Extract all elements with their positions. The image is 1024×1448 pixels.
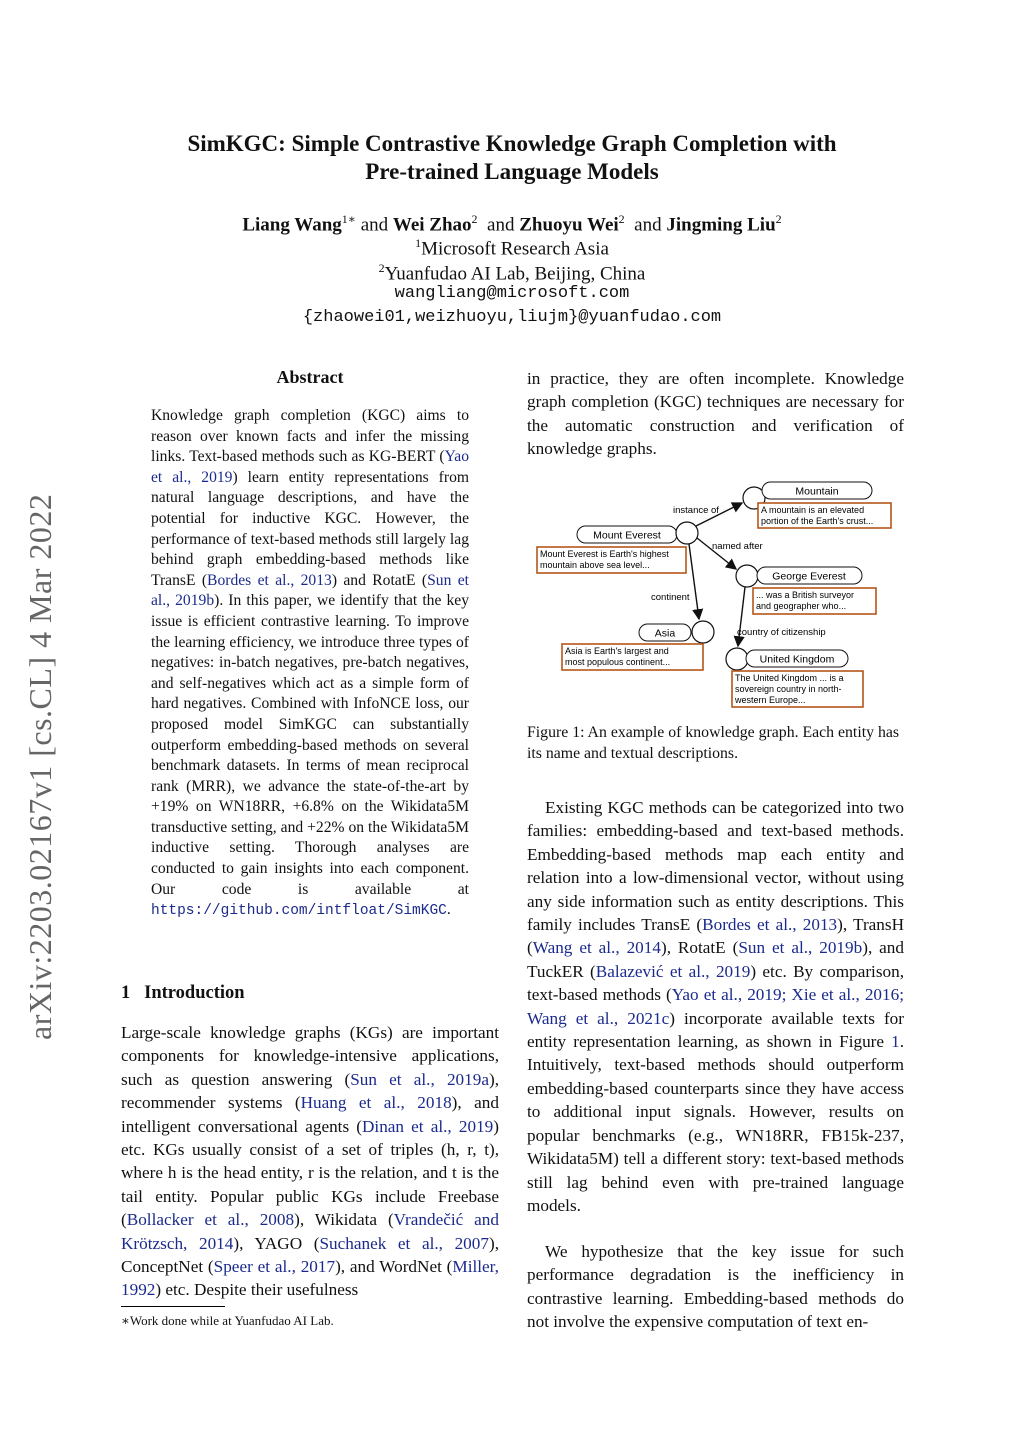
author-4: Jingming Liu bbox=[666, 214, 776, 236]
footnote-rule bbox=[121, 1306, 225, 1307]
citation-huang-2018[interactable]: Huang et al., 2018 bbox=[300, 1093, 452, 1113]
citation-miller-1992[interactable]: Miller, 1992 bbox=[121, 1257, 499, 1300]
email-2: {zhaowei01,weizhuoyu,liujm}@yuanfudao.com bbox=[302, 308, 722, 327]
intro-text-2: ), recommender systems ( bbox=[121, 1069, 499, 1113]
right-text-5: ) etc. By comparison, text-based methods ( bbox=[527, 961, 904, 1005]
abstract-body bbox=[151, 406, 469, 922]
code-url-link[interactable]: https://github.com/intfloat/SimKGC bbox=[151, 903, 447, 920]
and-3: and bbox=[634, 214, 662, 236]
george-node-circle bbox=[736, 565, 758, 587]
abstract-text-4: ). In this paper, we identify that the key issue is efficient contrastive learning. To improve the learning efficiency, we introduce three types of negatives: in-batch negatives, pre-batch negatives, and self-negatives which act as a simple form of hard negatives. Combined with InfoNCE loss, our proposed model SimKGC can substantially outperform embedding-based methods on several benchmark datasets. In terms of mean reciprocal rank (MRR), we advance the state-of-the-art by +19% on WN18RR, +6.8% on the Wikidata5M transductive setting, and +22% on the Wikidata5M inductive setting. Thorough analyses are conducted to gain insights into each component. Our code is available at bbox=[151, 592, 469, 898]
author-1: Liang Wang bbox=[242, 214, 342, 236]
george-label: George Everest bbox=[772, 570, 846, 583]
knowledge-graph-figure bbox=[527, 476, 907, 710]
arxiv-side-label: arXiv:2203.02167v1 [cs.CL] 4 Mar 2022 bbox=[22, 493, 58, 1040]
rel-citizenship: country of citizenship bbox=[737, 627, 826, 638]
affiliation-1-sup: 1 bbox=[415, 236, 422, 250]
abstract-text-1: Knowledge graph completion (KGC) aims to reason over known facts and infer the missing links. Text-based methods such as KG-BERT ( bbox=[151, 407, 469, 466]
affiliation-1-text: Microsoft Research Asia bbox=[421, 238, 609, 260]
citation-sun-2019b[interactable]: Sun et al., 2019b bbox=[151, 571, 470, 610]
affiliation-2-text: Yuanfudao AI Lab, Beijing, China bbox=[384, 263, 646, 285]
rel-instance-of: instance of bbox=[673, 505, 719, 516]
right-text-1: Existing KGC methods can be categorized into two families: embedding-based and text-based methods. Embedding-based methods map each entity and relation into a low-dimensional vector, without using any side information such as entity descriptions. This family includes TransE ( bbox=[527, 798, 904, 935]
author-3: Zhuoyu Wei bbox=[519, 214, 619, 236]
right-text-2: ), TransH ( bbox=[527, 915, 904, 958]
right-top-paragraph: in practice, they are often incomplete. Knowledge graph completion (KGC) techniques are necessary for the automatic construction and verification of knowledge graphs. bbox=[527, 369, 904, 459]
citation-bollacker-2008[interactable]: Bollacker et al., 2008 bbox=[126, 1210, 295, 1230]
right-text-4: ), and TuckER ( bbox=[527, 938, 904, 981]
section-number: 1 bbox=[121, 983, 131, 1003]
title-line-2: Pre-trained Language Models bbox=[365, 159, 659, 184]
abstract-text-2: ) learn entity representations from natural language descriptions, and have the potential for inductive KGC. However, the performance of text-based methods still largely lag behind graph embedding-based methods like TransE ( bbox=[151, 468, 469, 589]
rel-named-after: named after bbox=[712, 541, 763, 552]
asia-node-circle bbox=[692, 621, 714, 643]
uk-label: United Kingdom bbox=[759, 653, 835, 666]
citation-sun-2019b-b[interactable]: Sun et al., 2019b bbox=[738, 938, 863, 958]
george-desc-1: ... was a British surveyor bbox=[756, 590, 855, 600]
uk-node-circle bbox=[726, 648, 748, 670]
intro-text-1: Large-scale knowledge graphs (KGs) are important components for knowledge-intensive applications, such as question answering ( bbox=[121, 1023, 499, 1089]
and-2: and bbox=[487, 214, 515, 236]
right-paragraph-1 bbox=[527, 796, 904, 1217]
author-2-sup: 2 bbox=[471, 212, 478, 226]
george-desc-2: and geographer who... bbox=[756, 601, 847, 611]
figure-1-ref[interactable]: 1 bbox=[891, 1032, 900, 1052]
mountain-label: Mountain bbox=[795, 485, 839, 498]
everest-label: Mount Everest bbox=[593, 529, 661, 542]
affiliation-2-sup: 2 bbox=[378, 261, 385, 275]
uk-desc-2: sovereign country in north- bbox=[735, 684, 842, 694]
uk-desc-3: western Europe... bbox=[735, 695, 806, 705]
asia-desc-2: most populous continent... bbox=[565, 657, 671, 667]
footnote: ∗Work done while at Yuanfudao AI Lab. bbox=[121, 1313, 334, 1328]
email-1: wangliang@microsoft.com bbox=[394, 284, 630, 303]
right-text-3: ), RotatE ( bbox=[660, 938, 739, 958]
mountain-desc-1: A mountain is an elevated bbox=[761, 505, 865, 515]
intro-paragraph bbox=[121, 1021, 499, 1302]
intro-text-5: ), Wikidata ( bbox=[294, 1210, 394, 1230]
citation-bordes-2013-b[interactable]: Bordes et al., 2013 bbox=[702, 915, 838, 935]
citation-dinan-2019[interactable]: Dinan et al., 2019 bbox=[362, 1116, 494, 1136]
right-paragraph-2: We hypothesize that the key issue for such performance degradation is the inefficiency in contrastive learning. Embedding-based methods do not involve the expensive computation of text en- bbox=[527, 1242, 904, 1332]
abstract-heading: Abstract bbox=[276, 367, 344, 387]
author-1-sup: 1∗ bbox=[341, 212, 356, 226]
intro-text-3: ), and intelligent conversational agents ( bbox=[121, 1093, 499, 1136]
everest-desc-2: mountain above sea level... bbox=[540, 560, 650, 570]
intro-text-7: ), ConceptNet ( bbox=[121, 1233, 499, 1277]
citation-sun-2019a[interactable]: Sun et al., 2019a bbox=[350, 1069, 489, 1089]
intro-text-6: ), YAGO ( bbox=[233, 1233, 320, 1253]
citation-text-based-methods[interactable]: Yao et al., 2019; Xie et al., 2016; Wang et al., 2021c bbox=[527, 985, 904, 1028]
section-heading-introduction bbox=[121, 983, 245, 1004]
abstract-text-5: . bbox=[446, 901, 451, 919]
asia-label: Asia bbox=[654, 627, 676, 640]
author-3-sup: 2 bbox=[618, 212, 625, 226]
citation-speer-2017[interactable]: Speer et al., 2017 bbox=[213, 1257, 336, 1277]
intro-text-4: ) etc. KGs usually consist of a set of triples (h, r, t), where h is the head entity, r is the relation, and t is the tail entity. Popular public KGs include Freebase ( bbox=[121, 1116, 499, 1230]
uk-desc-1: The United Kingdom ... is a bbox=[735, 673, 844, 683]
figure-caption: Figure 1: An example of knowledge graph. Each entity has its name and textual descriptions. bbox=[527, 724, 900, 762]
citation-balazevic-2019[interactable]: Balazević et al., 2019 bbox=[595, 961, 751, 981]
title-line-1: SimKGC: Simple Contrastive Knowledge Graph Completion with bbox=[187, 131, 837, 156]
asia-desc-1: Asia is Earth's largest and bbox=[565, 646, 669, 656]
everest-desc-1: Mount Everest is Earth's highest bbox=[540, 549, 669, 559]
citation-bordes-2013[interactable]: Bordes et al., 2013 bbox=[207, 571, 332, 589]
author-4-sup: 2 bbox=[775, 212, 782, 226]
citation-yao-2019[interactable]: Yao et al., 2019 bbox=[151, 448, 469, 486]
author-2: Wei Zhao bbox=[392, 214, 472, 236]
right-text-6: ) incorporate available texts for entity representation learning, as shown in Figure bbox=[527, 1008, 904, 1052]
mountain-desc-2: portion of the Earth's crust... bbox=[761, 516, 874, 526]
right-text-7: . Intuitively, text-based methods should outperform embedding-based counterparts since they have access to additional input signals. However, results on popular benchmarks (e.g., WN18RR, FB15k-237, Wikidata5M) tell a different story: text-based methods still lag behind even with pre-trained language models. bbox=[527, 1032, 904, 1215]
citation-wang-2014[interactable]: Wang et al., 2014 bbox=[532, 938, 661, 958]
citation-vrandecic-2014[interactable]: Vrandečić and Krötzsch, 2014 bbox=[121, 1210, 499, 1253]
and-1: and bbox=[360, 214, 389, 236]
intro-text-8: ), and WordNet ( bbox=[335, 1257, 453, 1277]
rel-continent: continent bbox=[651, 592, 690, 603]
everest-node-circle bbox=[676, 522, 698, 544]
abstract-text-3: ) and RotatE ( bbox=[331, 571, 428, 589]
section-title: Introduction bbox=[144, 983, 245, 1003]
citation-suchanek-2007[interactable]: Suchanek et al., 2007 bbox=[319, 1233, 489, 1253]
intro-text-9: ) etc. Despite their usefulness bbox=[155, 1280, 359, 1300]
edge-continent bbox=[689, 544, 699, 619]
paper-title bbox=[0, 130, 1024, 186]
